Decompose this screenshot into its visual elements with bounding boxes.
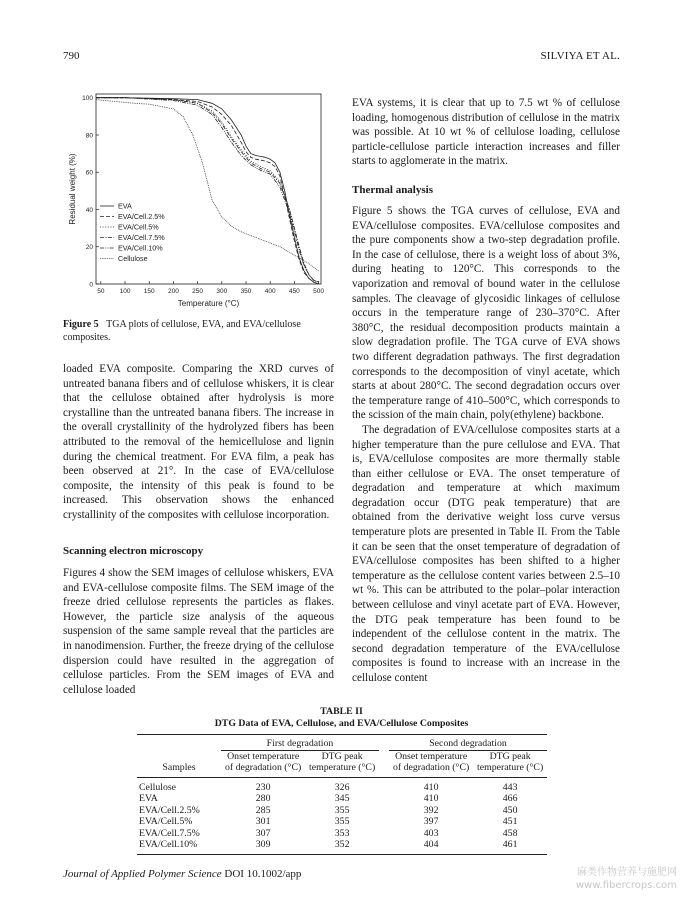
sample-cell: Cellulose	[139, 781, 177, 793]
legend-label: EVA/Cell.10%	[118, 243, 163, 253]
figure-caption-text: TGA plots of cellulose, EVA, and EVA/cellulose composites.	[63, 319, 301, 343]
value-cell: 345	[334, 793, 350, 804]
col-onset1-a: Onset temperature	[227, 750, 300, 762]
value-cell: 230	[255, 781, 271, 793]
x-tick-label: 400	[264, 288, 276, 295]
value-cell: 403	[423, 827, 439, 839]
y-tick-label: 80	[85, 132, 93, 140]
page-footer	[63, 868, 301, 880]
value-cell: 352	[305, 839, 379, 854]
heading-thermal: Thermal analysis	[352, 184, 433, 196]
figure-caption-label: Figure 5	[63, 319, 99, 330]
watermark-line-2: www.fibercrops.com	[575, 880, 677, 891]
x-tick-label: 200	[167, 288, 179, 295]
watermark	[576, 866, 677, 892]
y-tick-label: 40	[85, 206, 93, 214]
y-tick-label: 20	[85, 244, 93, 252]
x-tick-label: 150	[143, 288, 155, 295]
value-cell: 461	[473, 839, 547, 854]
legend-label: EVA/Cell.5%	[118, 222, 159, 232]
left-paragraph-2: Figures 4 show the SEM images of cellulose whiskers, EVA and EVA-cellulose composite films. The SEM image of the freeze dried cellulose represents the particles as flakes. However, the particle size analysis of the aqueous suspension of the same sample reveal that the particles are in nanodimension. Further, the freeze drying of the cellulose dispersion could have resulted in the aggregation of cellulose particles. From the SEM images of EVA and cellulose loaded	[63, 567, 334, 696]
right-column	[352, 96, 620, 169]
x-axis-label: Temperature (°C)	[177, 299, 240, 308]
right-paragraph-3: The degradation of EVA/cellulose composites starts at a higher temperature than the pure cellulose and EVA. That is, EVA/cellulose composites are more thermally stable than either cellulose or EVA. The onset temperature of degradation and temperature at which maximum degradation occur (DTG peak temperature) that are obtained from the derivative weight loss curve versus temperature plots are presented in Table II. From the Table it can be seen that the onset temperature of degradation of EVA/cellulose composites has been shifted to a higher temperature as the cellulose content varies between 2.5–10 wt %. This can be attributed to the polar–polar interaction between cellulose and vinyl acetate part of EVA. However, the DTG peak temperature has been found to be independent of the cellulose content in the matrix. The second degradation temperature of the EVA/cellulose composites is found to increase with an increase in the cellulose content	[352, 423, 620, 684]
table-row	[137, 805, 547, 817]
x-tick-label: 500	[313, 288, 325, 295]
table-row	[137, 839, 547, 854]
table-row	[137, 816, 547, 828]
group-second-degradation: Second degradation	[389, 735, 547, 751]
value-cell: 353	[334, 827, 350, 839]
sample-cell: EVA/Cell.5%	[139, 816, 193, 827]
value-cell: 458	[502, 827, 518, 839]
sample-cell: EVA/Cell.2.5%	[139, 804, 200, 816]
x-tick-label: 350	[240, 288, 252, 295]
right-paragraph-2: Figure 5 shows the TGA curves of cellulose, EVA and EVA/cellulose composites. EVA/cellulose composites and the pure components show a two-step degradation profile. In the case of cellulose, there is a weight loss of about 3%, during heating to 120°C. This corresponds to the vaporization and removal of bound water in the cellulose samples. The cleavage of glycosidic linkages of cellulose occurs in the temperature range of 230–370°C. After 380°C, the residual decomposition products maintain a slow degradation profile. The TGA curve of EVA shows two different degradation pathways. The first degradation corresponds to the decomposition of vinyl acetate, which starts at about 280°C. The second degradation occurs over the temperature range of 410–500°C, which corresponds to the scission of the main chain, poly(ethylene) backbone.	[352, 205, 620, 422]
watermark-line-1: 麻类作物营养与施肥网	[577, 867, 677, 878]
y-tick-label: 0	[89, 281, 93, 289]
value-cell: 301	[255, 816, 271, 827]
tga-chart	[63, 88, 341, 314]
table-label: TABLE II	[320, 706, 363, 717]
heading-sem: Scanning electron microscopy	[63, 545, 204, 557]
tga-figure	[63, 88, 341, 314]
col-peak1-a: DTG peak	[321, 750, 363, 762]
value-cell: 466	[502, 793, 518, 804]
right-column-2	[352, 204, 620, 686]
figure-caption	[63, 318, 335, 344]
col-peak2-a: DTG peak	[489, 750, 531, 762]
journal-name: Journal of Applied Polymer Science	[63, 868, 222, 880]
col-onset2-b: of degradation (°C)	[389, 762, 473, 777]
sample-cell: EVA/Cell.7.5%	[139, 827, 200, 839]
table-row	[137, 793, 547, 805]
value-cell: 443	[502, 781, 518, 793]
x-tick-label: 50	[97, 288, 105, 295]
value-cell: 355	[334, 816, 350, 827]
right-paragraph-1: EVA systems, it is clear that up to 7.5 wt % of cellulose loading, homogenous distribution of cellulose in the matrix was possible. At 10 wt % of cellulose loading, cellulose particle-cellulose particle interaction increases and filler starts to agglomerate in the matrix.	[352, 97, 620, 168]
table-row	[137, 828, 547, 840]
x-tick-label: 100	[119, 288, 131, 295]
col-peak1-b: temperature (°C)	[305, 762, 379, 777]
running-title: SILVIYA ET AL.	[540, 50, 620, 62]
legend-label: EVA/Cell.2.5%	[118, 212, 165, 222]
value-cell: 451	[502, 816, 518, 827]
value-cell: 280	[255, 793, 271, 804]
value-cell: 410	[423, 793, 439, 804]
left-column-2	[63, 566, 334, 697]
x-tick-label: 300	[216, 288, 228, 295]
value-cell: 307	[255, 827, 271, 839]
value-cell: 450	[502, 804, 518, 816]
dtg-data-table	[137, 734, 547, 855]
table-row	[137, 777, 547, 793]
legend-label: EVA/Cell.7.5%	[118, 233, 165, 243]
x-tick-label: 450	[288, 288, 300, 295]
legend-label: EVA	[118, 201, 132, 211]
page-number: 790	[63, 50, 80, 62]
col-samples: Samples	[137, 762, 221, 777]
group-first-degradation: First degradation	[221, 735, 379, 751]
y-tick-label: 60	[85, 169, 93, 177]
left-paragraph-1: loaded EVA composite. Comparing the XRD curves of untreated banana fibers and of cellulose whiskers, it is clear that the cellulose obtained after hydrolysis is more crystalline than the untreated banana fibers. The increase in the overall crystallinity of the hydrolyzed fibers has been attributed to the removal of the hemicellulose and lignin during the chemical treatment. For EVA film, a peak has been observed at 21°. In the case of EVA/cellulose composite, the intensity of this peak is found to be increased. This observation shows the enhanced crystallinity of the composites with cellulose incorporation.	[63, 363, 334, 521]
sample-cell: EVA/Cell.10%	[137, 839, 221, 854]
left-column	[63, 362, 334, 523]
value-cell: 285	[255, 804, 271, 816]
value-cell: 392	[423, 804, 439, 816]
value-cell: 397	[423, 816, 439, 827]
y-axis-label: Residual weight (%)	[68, 153, 77, 225]
legend-label: Cellulose	[118, 254, 148, 264]
doi: DOI 10.1002/app	[224, 868, 302, 880]
x-tick-label: 250	[192, 288, 204, 295]
col-onset1-b: of degradation (°C)	[221, 762, 305, 777]
table-title: DTG Data of EVA, Cellulose, and EVA/Cellulose Composites	[214, 718, 469, 729]
value-cell: 309	[221, 839, 305, 854]
value-cell: 410	[423, 781, 439, 793]
dtg-table	[63, 706, 620, 855]
y-tick-label: 100	[82, 95, 93, 103]
col-peak2-b: temperature (°C)	[473, 762, 547, 777]
col-onset2-a: Onset temperature	[395, 750, 468, 762]
value-cell: 355	[334, 804, 350, 816]
value-cell: 404	[389, 839, 473, 854]
value-cell: 326	[334, 781, 350, 793]
sample-cell: EVA	[139, 793, 158, 804]
